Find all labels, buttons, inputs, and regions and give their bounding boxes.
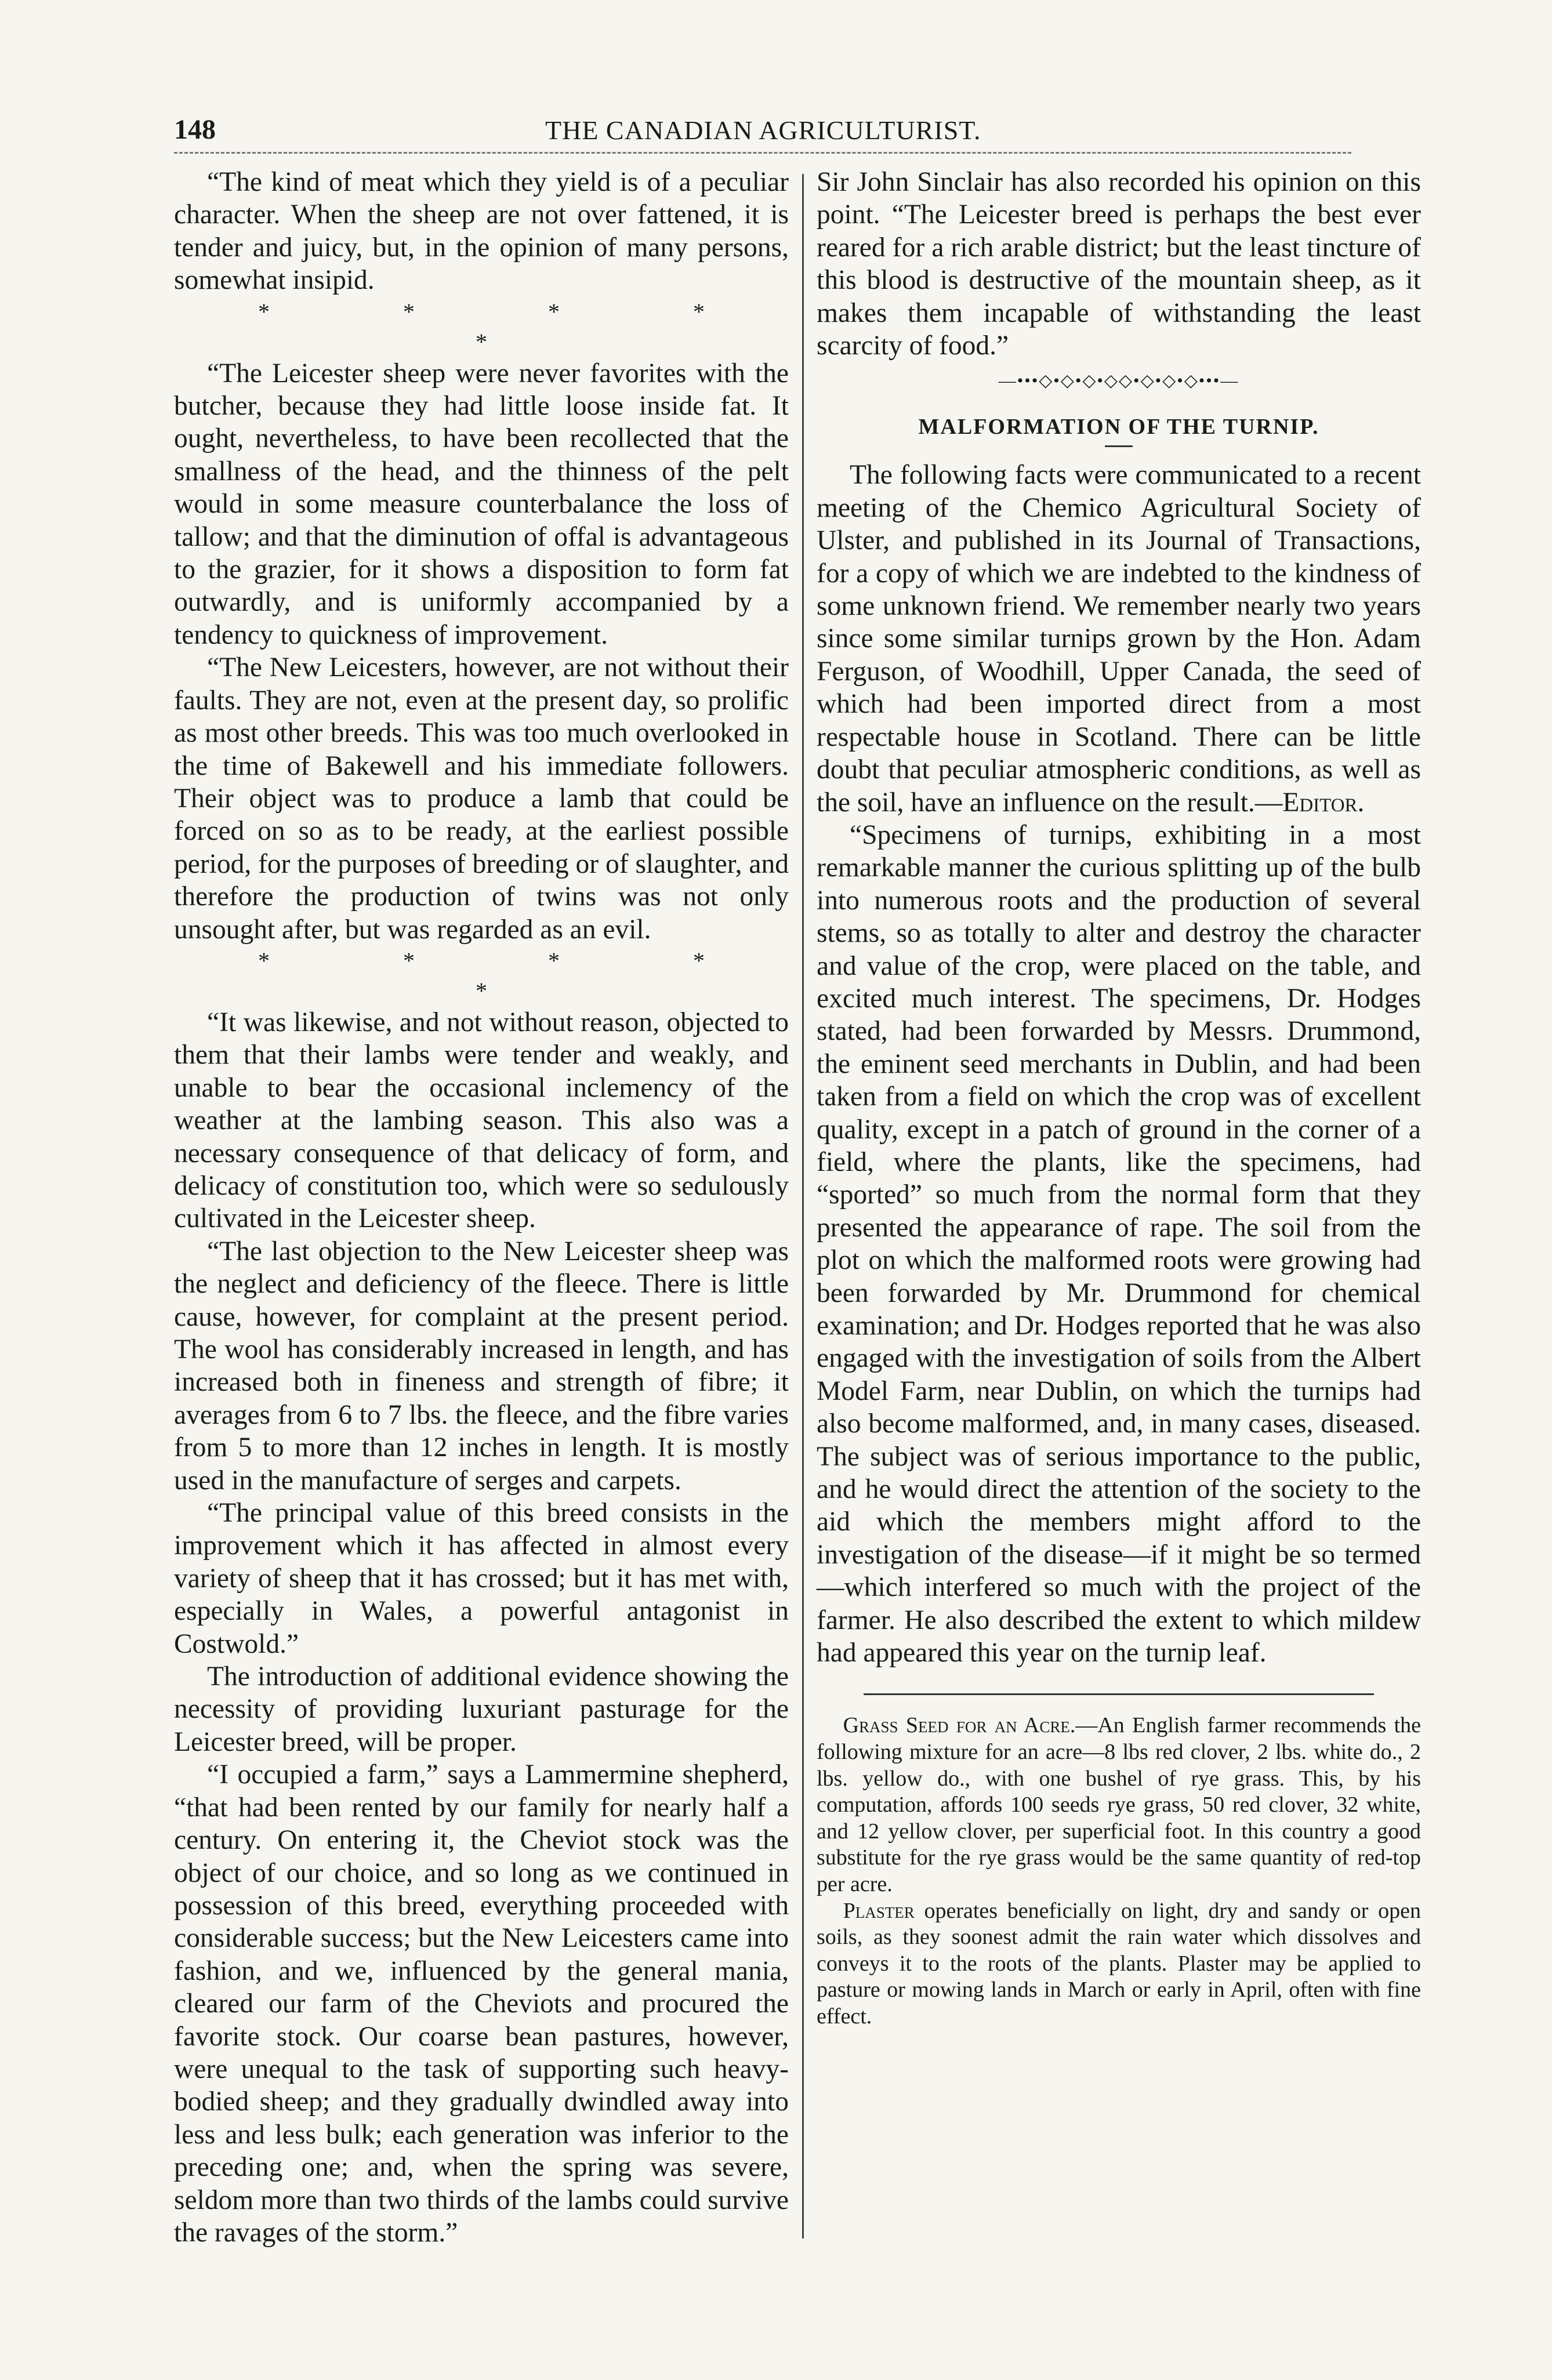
left-paragraph: “I occupied a farm,” says a Lammermine shepherd, “that had been rented by our family for nearly half a century. On entering it, the Cheviot stock was the object of our choice, and so long as we continued in possession of this breed, everything proceeded with considerable success; but the New Leicesters came into fashion, and we, influenced by the general mania, cleared our farm of the Cheviots and procured the favorite stock. Our coarse bean pastures, however, were unequal to the task of supporting such heavy-bodied sheep; and they gradually dwindled away into less and less bulk; each generation was inferior to the preceding one; and, when the spring was severe, seldom more than two thirds of the lambs could survive the ravages of the storm.”: [174, 1759, 789, 2248]
heading-rule: [1105, 445, 1133, 447]
left-paragraph: “It was likewise, and not without reason, objected to them that their lambs were tender and weakly, and unable to bear the occasional inclemency of the weather at the lambing season. This also was a necessary consequence of that delicacy of form, and delicacy of constitution too, which were so sedulously cultivated in the Leicester sheep.: [174, 1007, 789, 1234]
section-heading: MALFORMATION OF THE TURNIP.: [918, 415, 1319, 440]
left-paragraph: “The kind of meat which they yield is of a peculiar character. When the sheep are not over fattened, it is tender and juicy, but, in the opinion of many persons, somewhat insipid.: [174, 167, 789, 296]
intro-text: The following facts were communicated to a recent meeting of the Chemico Agricultural Society of Ulster, and published in its Journal of Transactions, for a copy of which we are indebted to the kindness of some unknown friend. We remember nearly two years since some similar turnips grown by the Hon. Adam Ferguson, of Woodhill, Upper Canada, the seed of which had been imported direct from a most respectable house in Scotland. There can be little doubt that peculiar atmospheric conditions, as well as the soil, have an influence on the result.: [817, 460, 1421, 818]
column-divider: [802, 174, 804, 2238]
right-paragraph: Sir John Sinclair has also recorded his opinion on this point. “The Leicester breed is perhaps the best ever reared for a rich arable district; but the least tincture of this blood is destructive of the mountain sheep, as it makes them incapable of withstanding the least scarcity of food.”: [817, 167, 1421, 361]
left-column: [174, 166, 789, 2249]
left-paragraph: “The New Leicesters, however, are not without their faults. They are not, even at the present day, so prolific as most other breeds. This was too much overlooked in the time of Bakewell and his immediate followers. Their object was to produce a lamb that could be forced on so as to be ready, at the earliest possible period, for the purposes of breeding or of slaughter, and therefore the production of twins was not only unsought after, but was regarded as an evil.: [174, 652, 789, 945]
left-paragraph: “The Leicester sheep were never favorites with the butcher, because they had little loose inside fat. It ought, nevertheless, to have been recollected that the smallness of the head, and the thinness of the pelt would in some measure counterbalance the loss of tallow; and that the diminution of offal is advantageous to the grazier, for it shows a disposition to form fat outwardly, and is uniformly accompanied by a tendency to quickness of improvement.: [174, 358, 789, 650]
ornament-divider: —•••◇•◇•◇•◇◇•◇•◇•◇•••—: [998, 371, 1239, 391]
left-paragraph: “The principal value of this breed consists in the improvement which it has affected in almost every variety of sheep that it has crossed; but it has met with, especially in Wales, a powerful antagonist in Costwold.”: [174, 1498, 789, 1659]
note-lead: Grass Seed for an Acre.: [843, 1713, 1076, 1738]
right-paragraph: “Specimens of turnips, exhibiting in a most remarkable manner the curious splitting up of the bulb into numerous roots and the production of several stems, so as totally to alter and destroy the character and value of the crop, were placed on the table, and excited much interest. The specimens, Dr. Hodges stated, had been forwarded by Messrs. Drummond, the eminent seed merchants in Dublin, and had been taken from a field on which the crop was of excellent quality, except in a patch of ground in the corner of a field, where the plants, like the specimens, had “sported” so much from the normal form that they presented the appearance of rape. The soil from the plot on which the malformed roots were growing had been forwarded by Mr. Drummond for chemical examination; and Dr. Hodges reported that he was also engaged with the investigation of soils from the Albert Model Farm, near Dublin, on which the turnips had also become malformed, and, in many cases, diseased. The subject was of serious importance to the public, and he would direct the attention of the society to the aid which the members might afford to the investigation of the disease—if it might be so termed—which interfered so much with the project of the farmer. He also described the extent to which mildew had appeared this year on the turnip leaf.: [817, 819, 1421, 1668]
section-break-stars: * * * * *: [258, 298, 768, 355]
running-title: THE CANADIAN AGRICULTURIST.: [545, 115, 981, 145]
editor-signature: —Editor.: [1254, 787, 1365, 818]
page-number: 148: [174, 114, 216, 145]
header-rule: [174, 152, 1351, 154]
left-paragraph: “The last objection to the New Leicester sheep was the neglect and deficiency of the fleece. There is little cause, however, for complaint at the present period. The wool has considerably increased in length, and has increased both in fineness and strength of fibre; it averages from 6 to 7 lbs. the fleece, and the fibre varies from 5 to more than 12 inches in length. It is mostly used in the manufacture of serges and carpets.: [174, 1236, 789, 1496]
note-grass-seed: [817, 1713, 1421, 1898]
note-body: operates beneficially on light, dry and sandy or open soils, as they soonest admit the rain water which dissolves and conveys it to the roots of the plants. Plaster may be applied to pasture or mowing lands in March or early in April, often with fine effect.: [817, 1898, 1421, 2029]
note-body: —An English farmer recommends the following mixture for an acre—8 lbs red clover, 2 lbs. white do., 2 lbs. yellow do., with one bushel of rye grass. This, by his computation, affords 100 seeds rye grass, 50 red clover, 32 white, and 12 yellow clover, per superficial foot. In this country a good substitute for the rye grass would be the same quantity of red-top per acre.: [817, 1713, 1421, 1897]
note-plaster: [817, 1898, 1421, 2030]
note-lead: Plaster: [843, 1898, 915, 1923]
intro-paragraph: [817, 459, 1421, 818]
right-column: [817, 166, 1421, 2030]
section-break-stars: * * * * *: [258, 947, 768, 1004]
notes-rule: [864, 1693, 1374, 1695]
left-paragraph: The introduction of additional evidence showing the necessity of providing luxuriant pasturage for the Leicester breed, will be proper.: [174, 1661, 789, 1757]
